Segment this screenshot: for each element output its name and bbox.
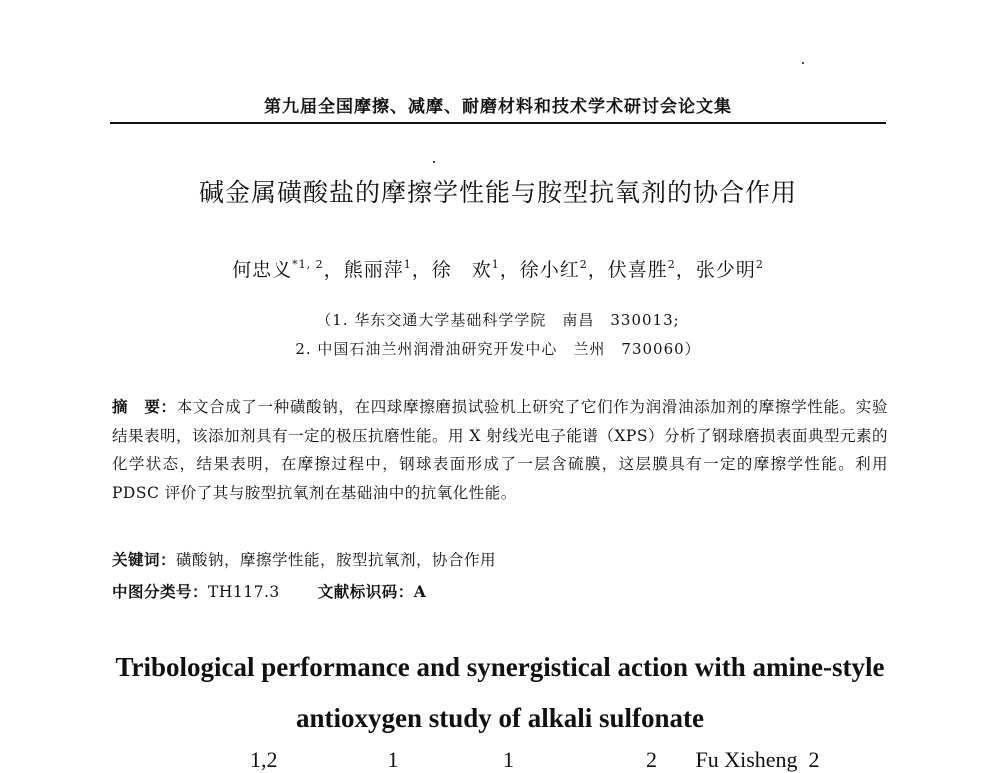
author-6: 张少明$^2$ xyxy=(695,258,764,281)
paper-title-cn: 碱金属磺酸盐的摩擦学性能与胺型抗氧剂的协合作用 xyxy=(198,178,797,207)
abstract xyxy=(112,393,888,507)
keywords-text: 磺酸钠，摩擦学性能，胺型抗氧剂，协合作用 xyxy=(176,551,497,569)
affiliation-2: 2. 中国石油兰州润滑油研究开发中心 兰州 730060） xyxy=(295,340,701,358)
scan-speck xyxy=(433,161,435,163)
proceedings-header: 第九届全国摩擦、减摩、耐磨材料和技术学术研讨会论文集 xyxy=(264,97,732,117)
doc-code-label: 文献标识码： xyxy=(317,582,414,601)
scan-speck xyxy=(802,62,804,64)
author-3: 徐 欢$^1$， xyxy=(431,258,520,281)
author-list xyxy=(110,255,886,282)
affiliation-1: （1. 华东交通大学基础科学学院 南昌 330013; xyxy=(316,311,680,329)
author-2: 熊丽萍$^1$， xyxy=(343,258,432,281)
classification-line xyxy=(112,580,426,602)
clc-value: TH117.3 xyxy=(208,583,280,601)
authors-en-partial: 1,2 1 1 2 Fu Xisheng 2 xyxy=(250,747,820,772)
paper-title-en-line-1: Tribological performance and synergistical action with amine-style xyxy=(115,652,885,682)
abstract-text: 本文合成了一种磺酸钠，在四球摩擦磨损试验机上研究了它们作为润滑油添加剂的摩擦学性能。实验结果表明，该添加剂具有一定的极压抗磨性能。用 X 射线光电子能谱（XPS）分析了钢球磨损表面典型元素的化学状态，结果表明，在摩擦过程中，钢球表面形成了一层含硫膜，这层膜具有一定的摩擦学性能。利用 PDSC 评价了其与胺型抗氧剂在基础油中的抗氧化性能。 xyxy=(112,398,888,502)
header-rule xyxy=(110,122,886,124)
keywords xyxy=(112,548,496,570)
author-1: 何忠义$^{*1, 2}$， xyxy=(232,258,344,281)
doc-code-value: A xyxy=(413,582,427,601)
keywords-label: 关键词： xyxy=(112,550,177,569)
paper-title-en-line-2: antioxygen study of alkali sulfonate xyxy=(295,703,705,733)
author-5: 伏喜胜$^2$， xyxy=(607,258,696,281)
author-4: 徐小红$^2$， xyxy=(519,258,608,281)
abstract-label: 摘 要： xyxy=(112,397,177,416)
clc-label: 中图分类号： xyxy=(112,582,209,601)
